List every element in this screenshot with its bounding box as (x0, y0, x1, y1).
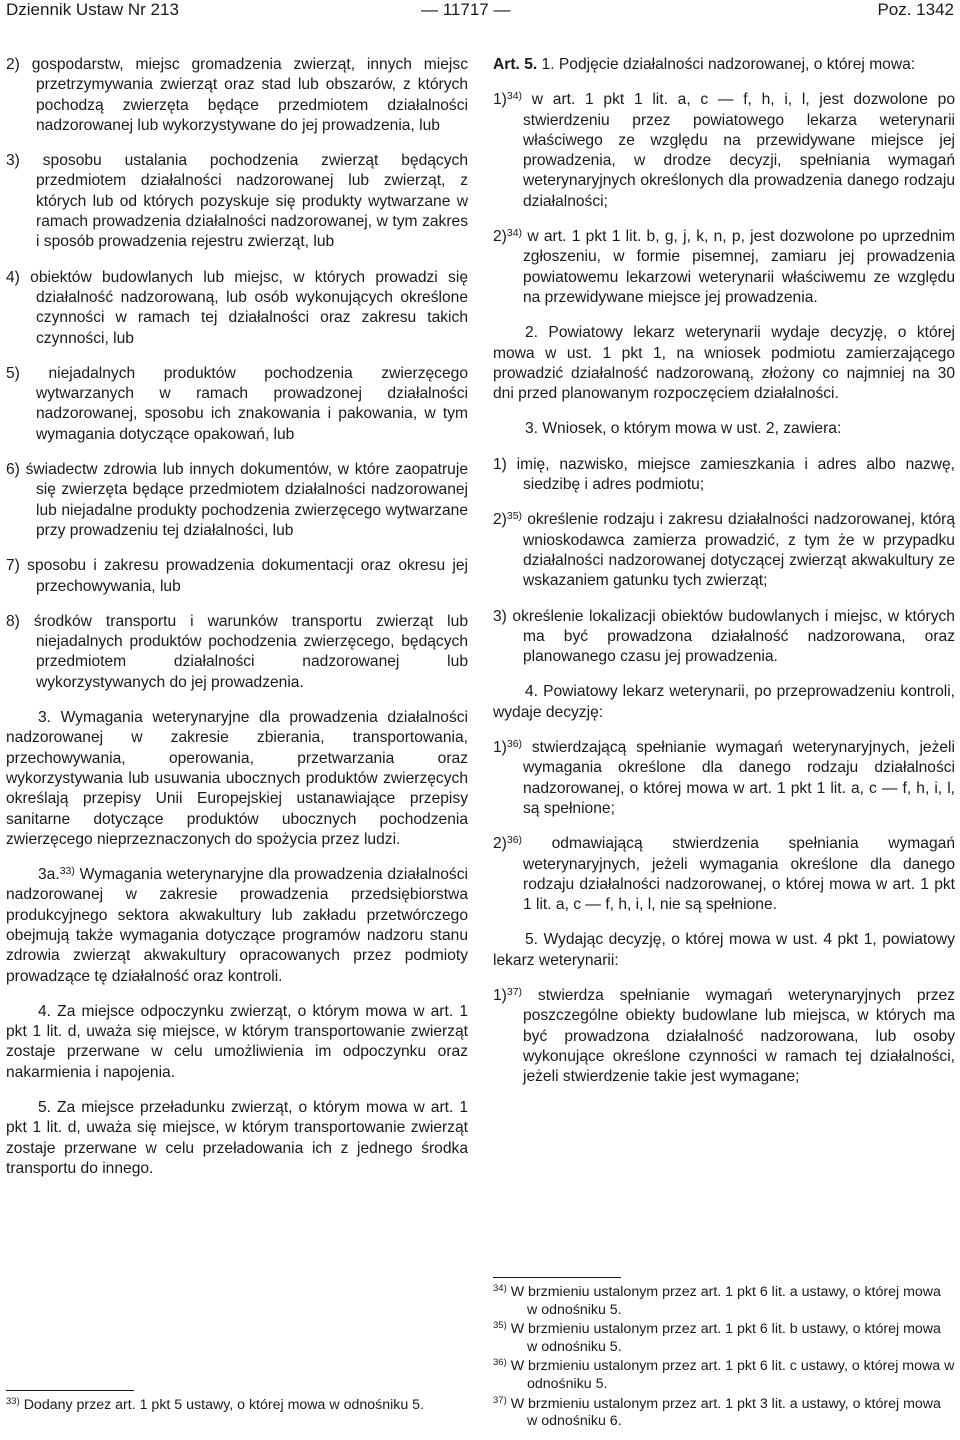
list-item (493, 90, 955, 212)
item-label: 5) (6, 364, 20, 382)
list-item (493, 455, 955, 496)
left-footnotes (6, 1390, 468, 1417)
list-item (493, 986, 955, 1087)
right-column (493, 55, 955, 1102)
footnote-ref[interactable]: 36) (506, 738, 523, 751)
item-text: imię, nazwisko, miejsce zamieszkania i adres albo nazwę, siedzibę i adres podmiotu; (516, 455, 955, 494)
list-item (6, 151, 468, 252)
left-column (6, 55, 468, 1194)
item-text: określenie rodzaju i zakresu działalności nadzorowanej, którą wnioskodawca zamierza prowadzić, z tym że w przypadku działalności nadzorowanej dotyczącej zwierząt akwakultury ze wskazaniem gatunku tych zwierząt; (522, 511, 955, 590)
paragraph-5: 5. Za miejsce przeładunku zwierząt, o którym mowa w art. 1 pkt 1 lit. d, uważa się miejsce, w którym transportowanie zwierząt zostaje przerwane w celu przeładowania ich z jednego środka transportu do innego. (6, 1099, 468, 1177)
footnote-number: 37) (493, 1394, 507, 1406)
item-label: 4) (6, 268, 20, 286)
item-label: 2) (493, 511, 507, 529)
paragraph-3a (6, 865, 468, 987)
item-text: gospodarstw, miejsc gromadzenia zwierząt, innych miejsc przetrzymywania zwierząt oraz stad lub obszarów, z których pochodzą zwierzęta będące przedmiotem działalności nadzorowanej lub wykorzystywane do jej prowadzenia, lub (31, 56, 468, 134)
paragraph-text: Wymagania weterynaryjne dla prowadzenia działalności nadzorowanej w zakresie prowadzenia przedsiębiorstwa produkcyjnego sektora akwakultury lub zakładu przetwórczego obejmują także wymagania dotyczące programów nadzoru stanu zdrowia zwierząt akwakultury opracowanych przez podmioty prowadzące tę działalność oraz kontroli. (6, 866, 468, 985)
list-item (493, 834, 955, 915)
item-text: sposobu ustalania pochodzenia zwierząt będących przedmiotem działalności nadzorowanej lub zwierząt, z których lub od których pozyskuje się produkty wytwarzane w ramach prowadzenia działalności nadzorowanej, w tym zakres i sposób prowadzenia rejestru zwierząt, lub (36, 152, 468, 251)
item-text: świadectw zdrowia lub innych dokumentów, w które zaopatruje się zwierzęta będące przedmiotem działalności nadzorowanej lub niejadalne produkty pochodzenia zwierzęcego wytwarzane przy prowadzeniu tej działalności, lub (25, 461, 468, 539)
item-label: 7) (6, 557, 20, 575)
footnote-number: 34) (493, 1283, 507, 1294)
item-label: 1) (493, 455, 507, 473)
item-label: 2) (6, 56, 20, 73)
footnote (493, 1284, 955, 1319)
item-text: określenie lokalizacji obiektów budowlanych i miejsc, w których ma być prowadzona działalność nadzorowana, oraz planowanego czasu jej prowadzenia. (512, 607, 955, 666)
item-text: obiektów budowlanych lub miejsc, w których prowadzi się działalność nadzorowaną, lub osób wykonujących określone czynności w ramach tej działalności oraz zakresu takich czynności, lub (30, 268, 468, 347)
list-item (6, 55, 468, 136)
footnote-ref[interactable]: 37) (506, 985, 523, 998)
item-text: sposobu i zakresu prowadzenia dokumentacji oraz okresu jej przechowywania, lub (27, 557, 468, 595)
item-text: stwierdzającą spełnianie wymagań weterynaryjnych, jeżeli wymagania określone dla danego rodzaju działalności nadzorowanej, o której mowa w art. 1 pkt 1 lit. a, c — f, h, i, l, są spełnione; (522, 739, 955, 817)
paragraph-4: 4. Powiatowy lekarz weterynarii, po przeprowadzeniu kontroli, wydaje decyzję: (493, 683, 955, 721)
item-label: 1) (493, 91, 507, 109)
list-item (6, 364, 468, 445)
footnote-number: 36) (493, 1357, 507, 1369)
footnote-ref[interactable]: 35) (506, 510, 523, 523)
article-heading (493, 55, 955, 75)
footnote-ref[interactable]: 36) (506, 834, 523, 847)
item-text: w art. 1 pkt 1 lit. a, c — f, h, i, l, jest dozwolone po stwierdzeniu przez powiatowego lekarza weterynarii właściwego ze względu na przewidywane miejsce jej prowadzenia, w drodze decyzji, spełniania wymagań weterynaryjnych określonych dla prowadzenia danego rodzaju działalności; (522, 91, 955, 210)
item-label: 3) (493, 607, 507, 625)
page-header (6, 0, 954, 22)
right-footnotes (493, 1277, 955, 1433)
footnote-text: W brzmieniu ustalonym przez art. 1 pkt 3 lit. a ustawy, o której mowa w odnośniku 6. (510, 1395, 941, 1430)
item-text: niejadalnych produktów pochodzenia zwierzęcego wytwarzanych w ramach prowadzonej działalności nadzorowanej, sposobu ich znakowania i pakowania, w tym wymagania dotyczące opakowań, lub (36, 364, 468, 443)
footnote (493, 1358, 955, 1393)
footnote-divider (6, 1390, 134, 1391)
paragraph-3: 3. Wymagania weterynaryjne dla prowadzenia działalności nadzorowanej w zakresie zbierania, transportowania, przechowywania, operowania, przetwarzania oraz wykorzystywania lub usuwania ubocznych produktów zwierzęcych określają przepisy Unii Europejskiej ustanawiające przepisy sanitarne dotyczące produktów ubocznych pochodzenia zwierzęcego nieprzeznaczonych do spożycia przez ludzi. (6, 709, 468, 848)
list-item (493, 607, 955, 668)
list-item (6, 556, 468, 597)
footnote (6, 1397, 468, 1415)
article-text: 1. Podjęcie działalności nadzorowanej, o której mowa: (537, 56, 916, 73)
list-item (6, 268, 468, 349)
article-label: Art. 5. (493, 56, 538, 73)
footnote-ref[interactable]: 34) (506, 227, 523, 240)
footnote-text: W brzmieniu ustalonym przez art. 1 pkt 6 lit. b ustawy, o której mowa w odnośniku 5. (510, 1321, 941, 1355)
list-item (6, 460, 468, 541)
item-text: w art. 1 pkt 1 lit. b, g, j, k, n, p, jest dozwolone po uprzednim zgłoszeniu, w formie pisemnej, zamiaru jej prowadzenia powiatowemu lekarzowi weterynarii właściwemu ze względu na przewidywane miejsce jej prowadzenia. (522, 228, 955, 306)
item-text: stwierdza spełnianie wymagań weterynaryjnych przez poszczególne obiekty budowlane lub miejsca, w których ma być prowadzona działalność nadzorowana, lub osoby wykonujące określone czynności w ramach tej działalności, jeżeli stwierdzenie takie jest wymagane; (522, 986, 955, 1086)
list-item (493, 738, 955, 819)
item-label: 2) (493, 228, 507, 246)
list-item (6, 612, 468, 693)
footnote-divider (493, 1277, 621, 1278)
item-label: 1) (493, 739, 507, 757)
item-text: środków transportu i warunków transportu zwierząt lub niejadalnych produktów pochodzenia zwierzęcego, będących przedmiotem działalności nadzorowanej lub wykorzystywanych do jej prowadzenia. (33, 612, 468, 691)
list-item (493, 227, 955, 308)
footnote-ref[interactable]: 33) (59, 865, 75, 878)
footnote-ref[interactable]: 34) (506, 90, 523, 103)
item-label: 3) (6, 152, 20, 170)
item-label: 6) (6, 461, 20, 479)
footnote-text: Dodany przez art. 1 pkt 5 ustawy, o której mowa w odnośniku 5. (23, 1397, 425, 1413)
page-number: — 11717 — (421, 0, 511, 19)
footnote-text: W brzmieniu ustalonym przez art. 1 pkt 6 lit. a ustawy, o której mowa w odnośniku 5. (510, 1284, 941, 1318)
footnote (493, 1321, 955, 1356)
item-text: odmawiającą stwierdzenia spełniania wymagań weterynaryjnych, jeżeli wymagania określone dla danego rodzaju działalności nadzorowanej, o której mowa w art. 1 pkt 1 lit. a, c — f, h, i, l, nie są spełnione. (522, 835, 955, 914)
paragraph-3: 3. Wniosek, o którym mowa w ust. 2, zawiera: (525, 420, 842, 438)
list-item (493, 510, 955, 591)
footnote-text: W brzmieniu ustalonym przez art. 1 pkt 6 lit. c ustawy, o której mowa w odnośniku 5. (510, 1358, 955, 1392)
item-label: 2) (493, 835, 507, 853)
item-label: 8) (6, 612, 20, 630)
paragraph-2: 2. Powiatowy lekarz weterynarii wydaje decyzję, o której mowa w ust. 1 pkt 1, na wniosek podmiotu zamierzającego prowadzić działalność nadzorowaną, złożony co najmniej na 30 dni przed planowanym rozpoczęciem działalności. (493, 324, 955, 403)
paragraph-4: 4. Za miejsce odpoczynku zwierząt, o którym mowa w art. 1 pkt 1 lit. d, uważa się miejsce, w którym transportowanie zwierząt zostaje przerwane w celu umożliwienia im odpoczynku oraz nakarmienia i napojenia. (6, 1002, 468, 1081)
footnote-number: 35) (493, 1320, 507, 1332)
footnote (493, 1396, 955, 1431)
position-number: Poz. 1342 (877, 0, 954, 19)
paragraph-label: 3a. (38, 866, 60, 884)
journal-title: Dziennik Ustaw Nr 213 (6, 0, 179, 19)
footnote-number: 33) (6, 1396, 20, 1407)
paragraph-5: 5. Wydając decyzję, o której mowa w ust. 4 pkt 1, powiatowy lekarz weterynarii: (493, 931, 955, 969)
item-label: 1) (493, 986, 507, 1004)
